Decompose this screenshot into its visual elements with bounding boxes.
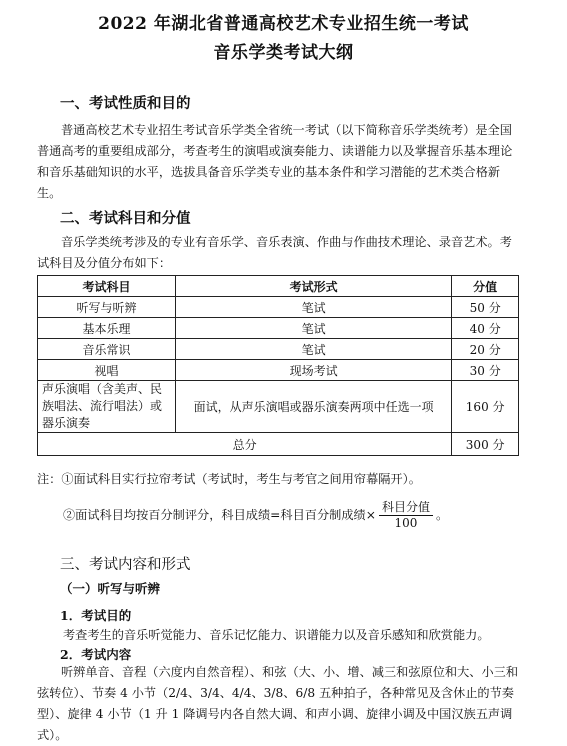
table-cell: 40 分	[452, 318, 519, 339]
item-heading-purpose: 1．考试目的	[60, 608, 132, 623]
table-row	[38, 297, 519, 318]
item-body-content: 听辨单音、音程（六度内自然音程）、和弦（大、小、增、减三和弦原位和大、小三和弦转位）、节奏 4 小节（2/4、3/4、4/4、3/8、6/8 五种拍子，各种常见及含休止的节奏型）、旋律 4 小节（1 升 1 降调号内各自然大调、和声小调、旋律小调及中国汉族五声调式）。	[37, 665, 519, 742]
table-row	[38, 339, 519, 360]
table-cell: 视唱	[38, 360, 176, 381]
table-cell: 面试，从声乐演唱或器乐演奏两项中任选一项	[175, 381, 451, 433]
section-body-subjects: 音乐学类统考涉及的专业有音乐学、音乐表演、作曲与作曲技术理论、录音艺术。考试科目及分值分布如下：	[37, 235, 512, 270]
item-heading-content: 2．考试内容	[60, 647, 132, 662]
note-score-formula	[63, 500, 448, 531]
table-cell: 笔试	[175, 318, 451, 339]
table-cell: 音乐常识	[38, 339, 176, 360]
table-cell: 现场考试	[175, 360, 451, 381]
table-header-subject: 考试科目	[38, 276, 176, 297]
note-formula-prefix: ②面试科目均按百分制评分，科目成绩=科目百分制成绩×	[63, 508, 376, 522]
table-total-label: 总分	[38, 433, 452, 456]
subsection-heading-listening: （一）听写与听辨	[60, 581, 161, 596]
table-row	[38, 318, 519, 339]
table-total-row	[38, 433, 519, 456]
document-subtitle: 音乐学类考试大纲	[213, 43, 354, 63]
table-total-value: 300 分	[452, 433, 519, 456]
table-cell: 声乐演唱（含美声、民族唱法、流行唱法）或器乐演奏	[38, 381, 176, 433]
score-fraction	[379, 500, 433, 531]
note-curtain-exam: 注：①面试科目实行拉帘考试（考试时，考生与考官之间用帘幕隔开）。	[37, 472, 421, 486]
fraction-numerator: 科目分值	[379, 500, 433, 516]
table-cell: 50 分	[452, 297, 519, 318]
item-body-purpose: 考查考生的音乐听觉能力、音乐记忆能力、识谱能力以及音乐感知和欣赏能力。	[63, 628, 490, 642]
table-row	[38, 360, 519, 381]
table-cell: 基本乐理	[38, 318, 176, 339]
fraction-denominator: 100	[394, 516, 418, 530]
table-cell: 笔试	[175, 339, 451, 360]
table-cell: 听写与听辨	[38, 297, 176, 318]
table-header-score: 分值	[452, 276, 519, 297]
note-formula-suffix: 。	[435, 508, 449, 522]
section-heading-content: 三、考试内容和形式	[60, 557, 191, 573]
table-header-form: 考试形式	[175, 276, 451, 297]
table-cell: 30 分	[452, 360, 519, 381]
document-title: 2022 年湖北省普通高校艺术专业招生统一考试	[98, 14, 469, 34]
section-heading-subjects: 二、考试科目和分值	[60, 210, 191, 227]
section-body-nature: 普通高校艺术专业招生考试音乐学类全省统一考试（以下简称音乐学类统考）是全国普通高考的重要组成部分，考查考生的演唱或演奏能力、读谱能力以及掌握音乐基本理论和音乐基础知识的水平，选拔具备音乐学类专业的基本条件和学习潜能的艺术类合格新生。	[37, 123, 513, 200]
section-heading-nature: 一、考试性质和目的	[60, 95, 191, 112]
score-table	[37, 275, 519, 456]
table-cell: 160 分	[452, 381, 519, 433]
table-cell: 20 分	[452, 339, 519, 360]
table-header-row	[38, 276, 519, 297]
table-row	[38, 381, 519, 433]
table-cell: 笔试	[175, 297, 451, 318]
